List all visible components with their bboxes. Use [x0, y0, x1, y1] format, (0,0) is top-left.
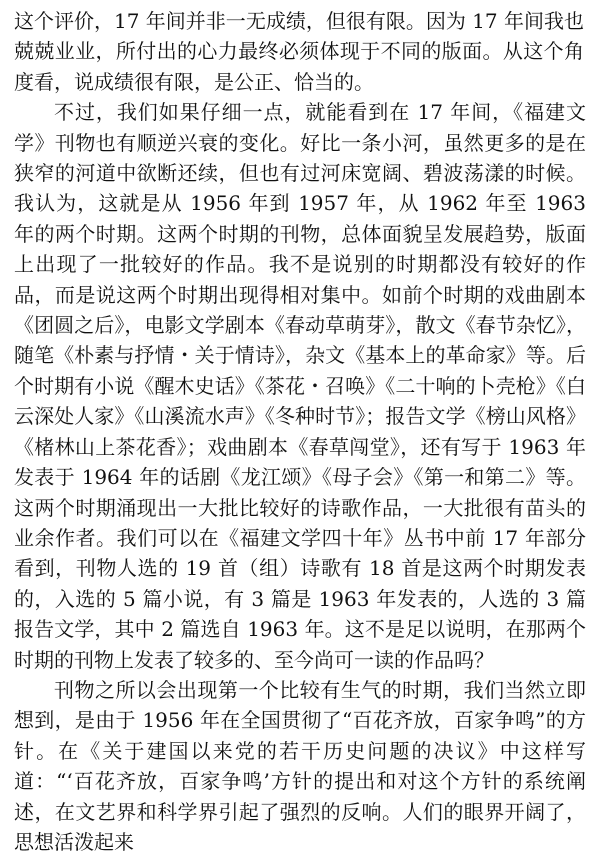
paragraph-2: 不过，我们如果仔细一点，就能看到在 17 年间，《福建文学》刊物也有顺逆兴衰的变化。好比一条小河，虽然更多的是在狭窄的河道中欲断还续，但也有过河床宽阔、碧波荡漾的时候。我认为，这就是从 1956 年到 1957 年，从 1962 年至 1963 年的两个时期。这两个时期的刊物，总体面貌呈发展趋势，版面上出现了一批较好的作品。我不是说别的时期都没有较好的作品，而是说这两个时期出现得相对集中。如前个时期的戏曲剧本《团圆之后》，电影文学剧本《春动草萌芽》，散文《春节杂忆》，随笔《朴素与抒情・关于情诗》，杂文《基本上的革命家》等。后个时期有小说《醒木史话》《茶花・召唤》《二十响的卜壳枪》《白云深处人家》《山溪流水声》《冬种时节》；报告文学《榜山风格》《楮林山上茶花香》；戏曲剧本《春草闯堂》，还有写于 1963 年发表于 1964 年的话剧《龙江颂》《母子会》《第一和第二》等。这两个时期涌现出一大批比较好的诗歌作品，一大批很有苗头的业余作者。我们可以在《福建文学四十年》丛书中前 17 年部分看到，刊物人选的 19 首（组）诗歌有 18 首是这两个时期发表的，入选的 5 篇小说，有 3 篇是 1963 年发表的，人选的 3 篇报告文学，其中 2 篇选自 1963 年。这不是足以说明，在那两个时期的刊物上发表了较多的、至今尚可一读的作品吗？ [14, 100, 586, 672]
paragraph-1: 这个评价，17 年间并非一无成绩，但很有限。因为 17 年间我也兢兢业业，所付出的心力最终必须体现于不同的版面。从这个角度看，说成绩很有限，是公正、恰当的。 [14, 9, 584, 94]
paragraph-3: 刊物之所以会出现第一个比较有生气的时期，我们当然立即想到，是由于 1956 年在全国贯彻了“百花齐放，百家争鸣”的方针。在《关于建国以来党的若干历史问题的决议》中这样写道：“‘百花齐放，百家争鸣’方针的提出和对这个方针的系统阐述，在文艺界和科学界引起了强烈的反响。人们的眼界开阔了，思想活泼起来 [14, 677, 586, 854]
